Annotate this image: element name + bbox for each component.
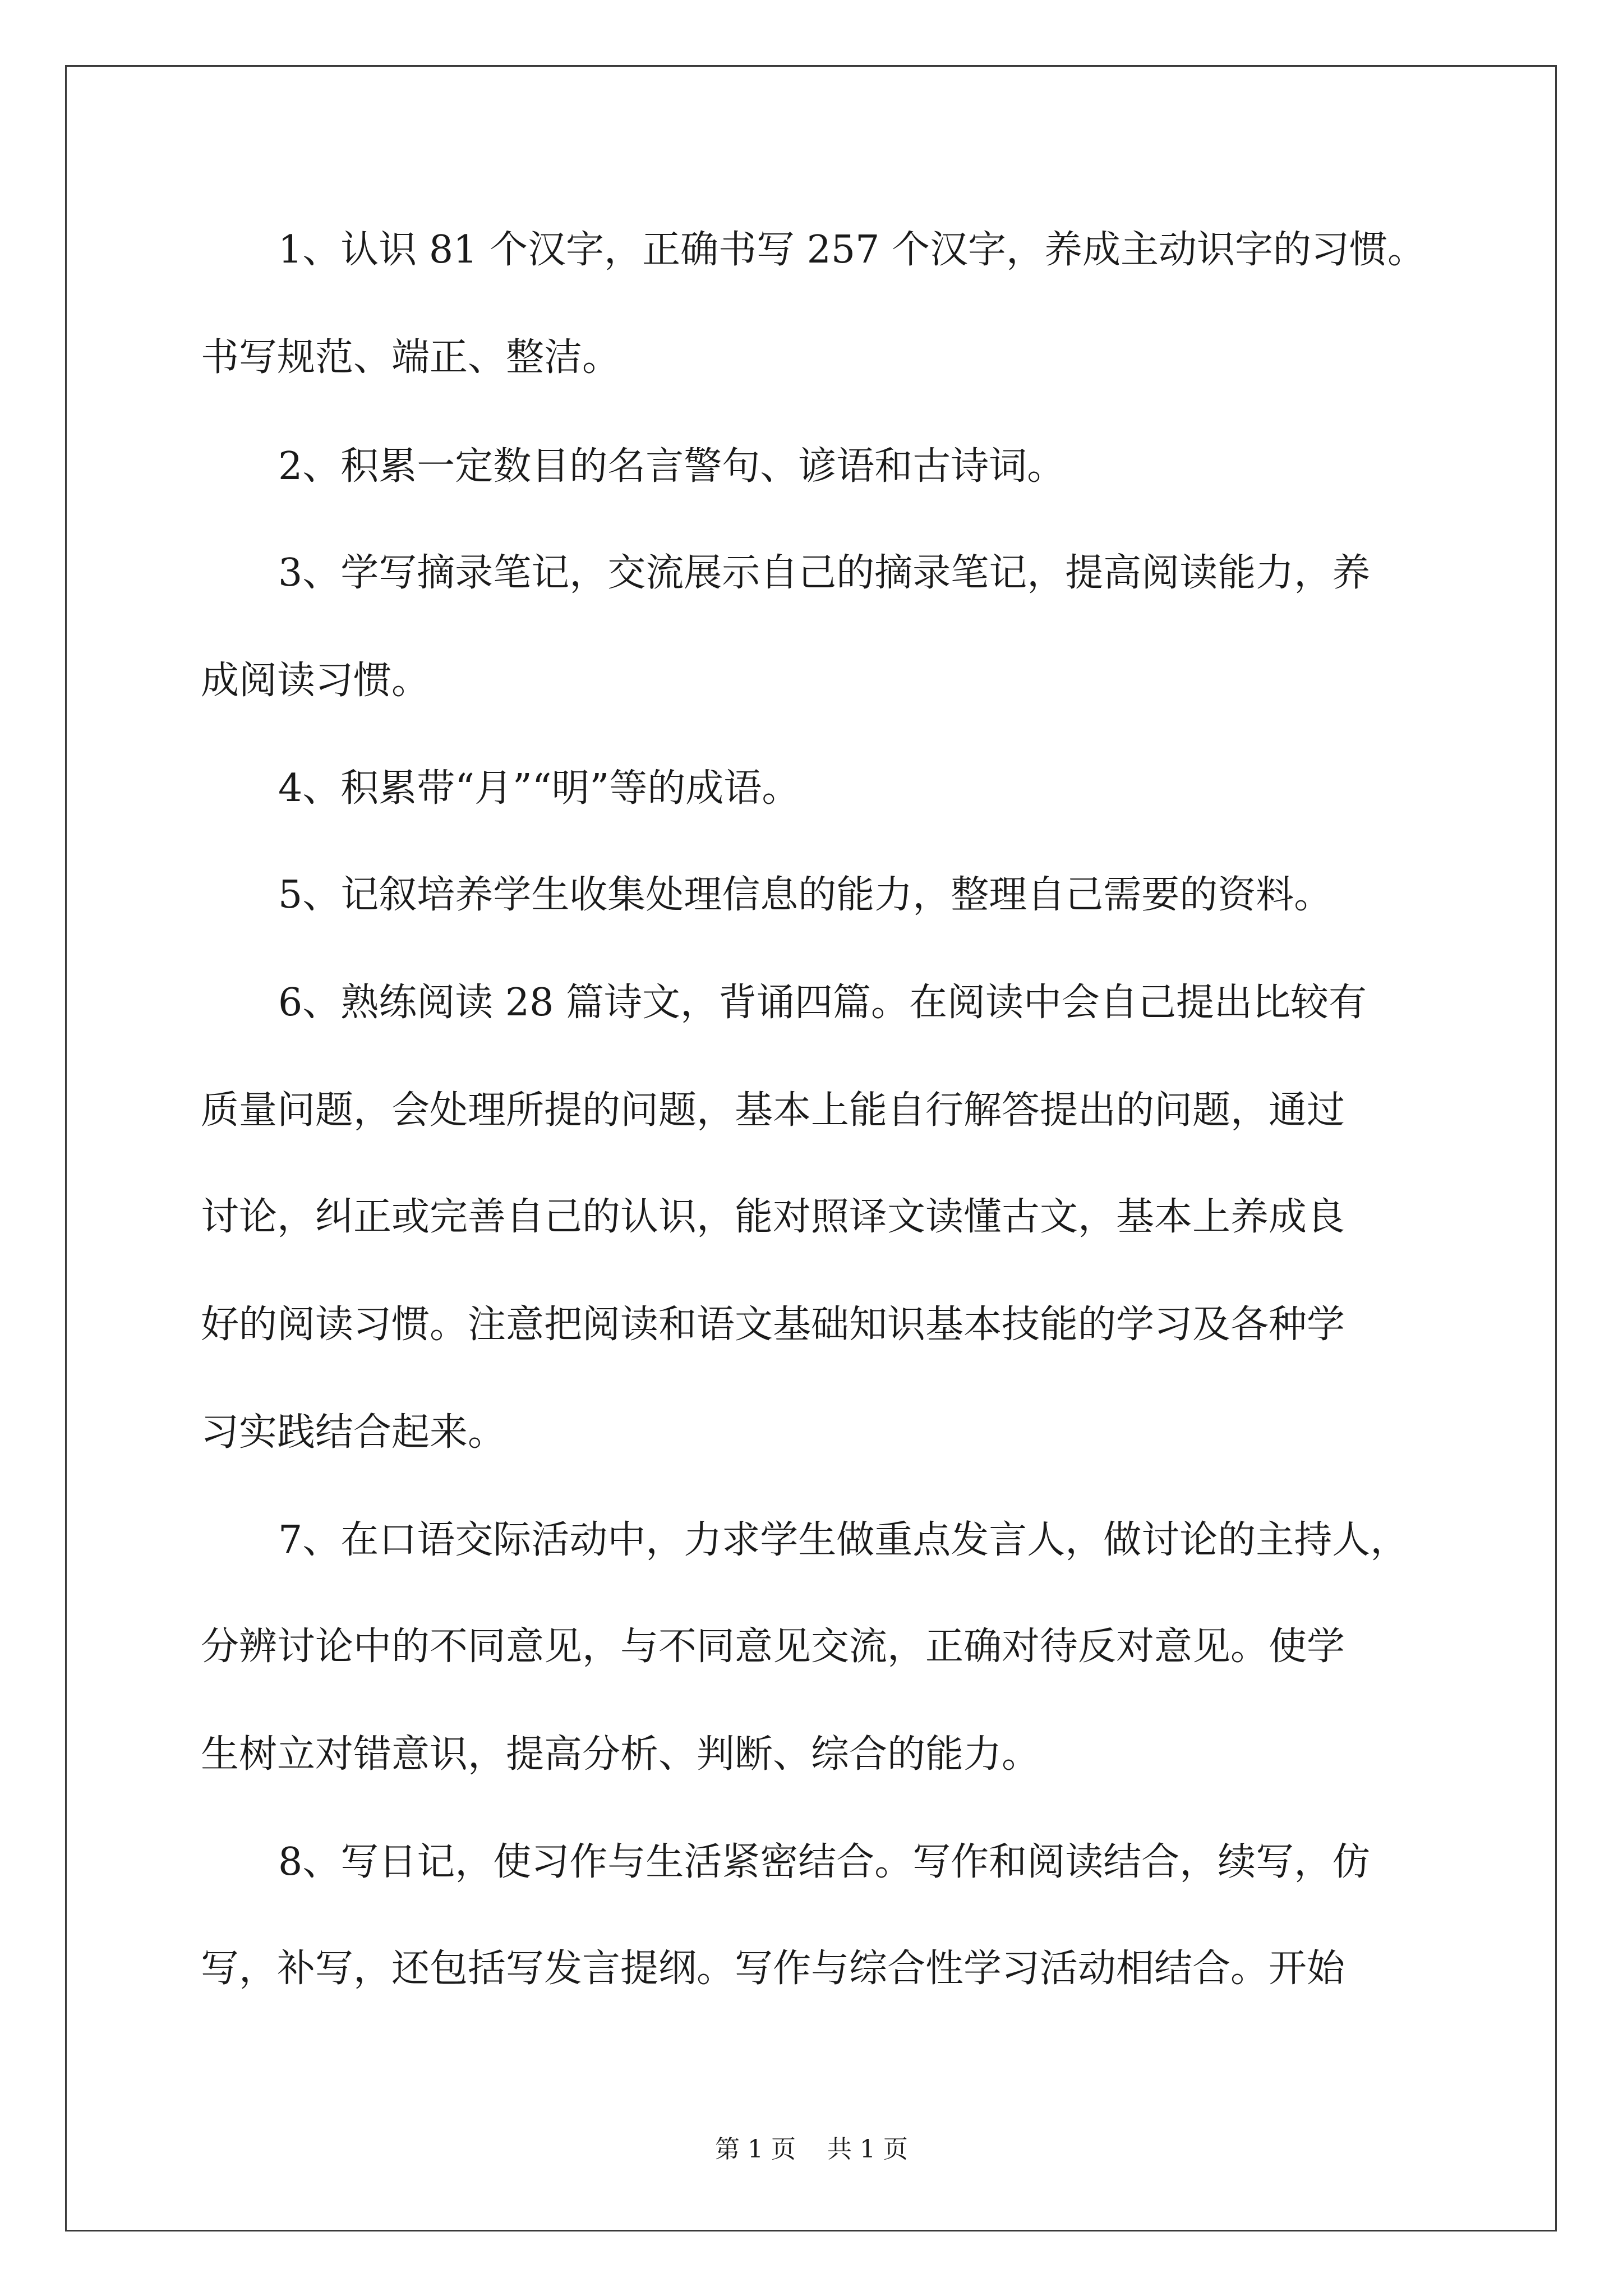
page-number: 第 1 页	[715, 2135, 796, 2164]
document-line: 写，补写，还包括写发言提纲。写作与综合性学习活动相结合。开始	[201, 1947, 1345, 1991]
page-footer	[0, 2133, 1623, 2166]
document-line: 2、积累一定数目的名言警句、谚语和古诗词。	[278, 444, 1066, 489]
document-line: 成阅读习惯。	[201, 659, 430, 703]
document-line: 习实践结合起来。	[201, 1410, 506, 1455]
document-line: 书写规范、端正、整洁。	[201, 335, 621, 380]
document-line: 4、积累带“月”“明”等的成语。	[278, 766, 800, 811]
document-line: 质量问题，会处理所提的问题，基本上能自行解答提出的问题，通过	[201, 1088, 1345, 1133]
page-total: 共 1 页	[827, 2135, 908, 2164]
document-line: 7、在口语交际活动中，力求学生做重点发言人，做讨论的主持人，	[278, 1518, 1409, 1562]
page-border	[65, 65, 1557, 2231]
document-line: 分辨讨论中的不同意见，与不同意见交流，正确对待反对意见。使学	[201, 1625, 1345, 1669]
document-line: 1、认识 81 个汉字，正确书写 257 个汉字，养成主动识字的习惯。	[278, 228, 1426, 272]
document-line: 6、熟练阅读 28 篇诗文，背诵四篇。在阅读中会自己提出比较有	[278, 981, 1367, 1025]
document-line: 3、学写摘录笔记，交流展示自己的摘录笔记，提高阅读能力，养	[278, 551, 1371, 595]
document-line: 生树立对错意识，提高分析、判断、综合的能力。	[201, 1732, 1040, 1777]
document-line: 8、写日记，使习作与生活紧密结合。写作和阅读结合，续写，仿	[278, 1840, 1371, 1884]
document-line: 好的阅读习惯。注意把阅读和语文基础知识基本技能的学习及各种学	[201, 1303, 1345, 1347]
document-line: 讨论，纠正或完善自己的认识，能对照译文读懂古文，基本上养成良	[201, 1195, 1345, 1239]
document-line: 5、记叙培养学生收集处理信息的能力，整理自己需要的资料。	[278, 873, 1332, 917]
